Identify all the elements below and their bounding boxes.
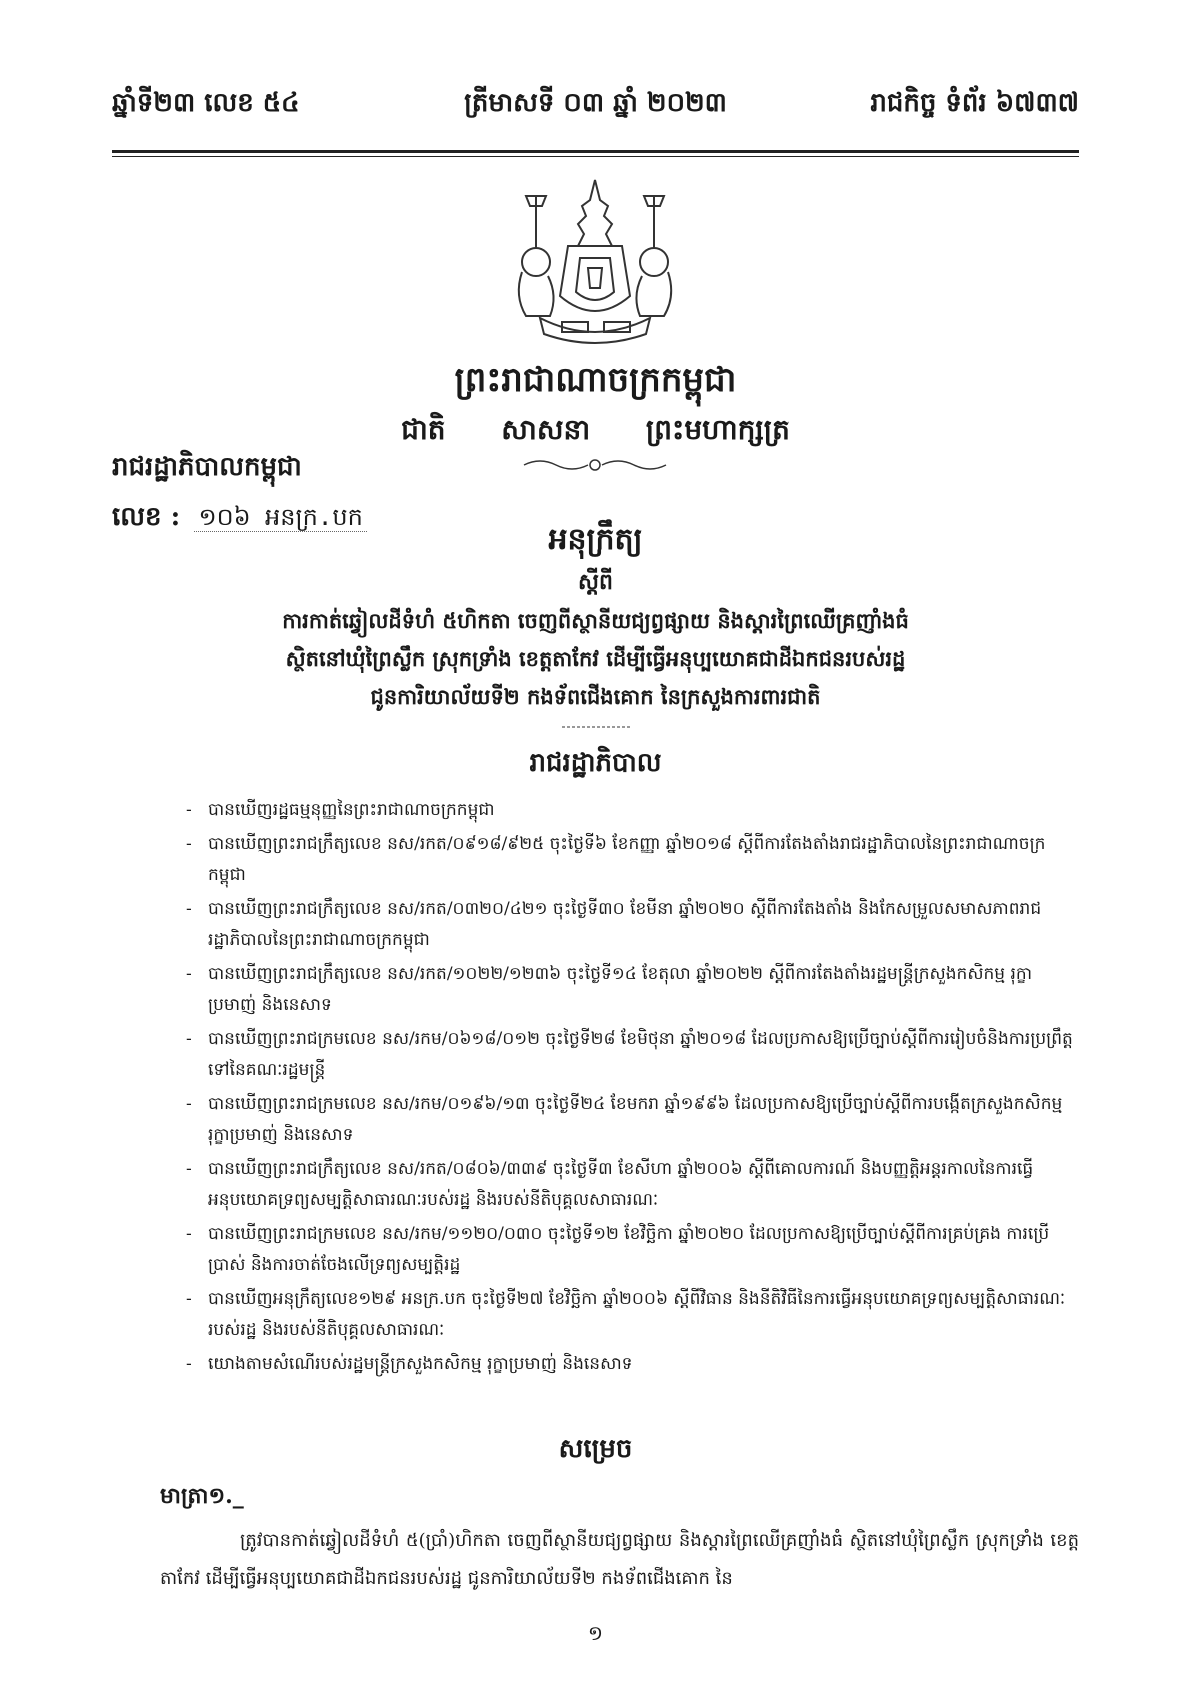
legal-references bbox=[186, 795, 1079, 1383]
reference-item: - បានឃើញព្រះរាជក្រមលេខ នស/រកម/១១២០/០៣០ ចុះថ្ងៃទី១២ ខែវិច្ឆិកា ឆ្នាំ២០២០ ដែលប្រកាសឱ្យប្រើច្បាប់ស្តីពីការគ្រប់គ្រង ការប្រើប្រាស់ និងការចាត់ចែងលើទ្រព្យសម្បត្តិរដ្ឋ bbox=[186, 1219, 1079, 1281]
header-date: ត្រីមាសទី ០៣ ឆ្នាំ ២០២៣ bbox=[464, 88, 727, 118]
article-label: មាត្រា១._ bbox=[160, 1483, 244, 1509]
document-about: ស្តីពី bbox=[578, 569, 613, 595]
reference-item: - បានឃើញរដ្ឋធម្មនុញ្ញនៃព្រះរាជាណាចក្រកម្ពុជា bbox=[186, 795, 1079, 826]
header-year-issue: ឆ្នាំទី២៣ លេខ ៥៤ bbox=[112, 88, 300, 118]
title-line: ការកាត់ឆ្វៀលដីទំហំ ៥ហិកតា ចេញពីស្ថានីយជ្យព្វផ្សាយ និងស្តារព្រៃឈើគ្រញាំងធំ bbox=[282, 608, 909, 633]
reference-item: - បានឃើញព្រះរាជក្រមលេខ នស/រកម/០៦១៨/០១២ ចុះថ្ងៃទី២៨ ខែមិថុនា ឆ្នាំ២០១៨ ដែលប្រកាសឱ្យប្រើច្បាប់ស្តីពីការរៀបចំនិងការប្រព្រឹត្តទៅនៃគណៈរដ្ឋមន្ត្រី bbox=[186, 1024, 1079, 1086]
national-motto bbox=[0, 412, 1191, 453]
decree-number-label: លេខ : bbox=[112, 502, 181, 532]
decision-heading: សម្រេច bbox=[558, 1434, 633, 1464]
title-line: ស្ថិតនៅឃុំព្រៃស្លឹក ស្រុកទ្រាំង ខេត្តតាកែវ ដើម្បីធ្វើអនុប្បយោគជាដីឯកជនរបស់រដ្ឋ bbox=[285, 646, 906, 671]
gazette-header bbox=[112, 86, 1079, 146]
motto-king: ព្រះមហាក្សត្រ bbox=[645, 413, 790, 446]
motto-nation: ជាតិ bbox=[401, 413, 446, 446]
motto-religion: សាសនា bbox=[501, 413, 591, 446]
page-number: ១ bbox=[587, 1621, 604, 1645]
reference-item: - បានឃើញព្រះរាជក្រឹត្យលេខ នស/រកត/០៩១៨/៩២៥ ចុះថ្ងៃទី៦ ខែកញ្ញា ឆ្នាំ២០១៨ ស្តីពីការតែងតាំងរាជរដ្ឋាភិបាលនៃព្រះរាជាណាចក្រកម្ពុជា bbox=[186, 829, 1079, 891]
reference-item: - បានឃើញអនុក្រឹត្យលេខ១២៩ អនក្រ.បក ចុះថ្ងៃទី២៧ ខែវិច្ឆិកា ឆ្នាំ២០០៦ ស្តីពីវិធាន និងនីតិវិធីនៃការធ្វើអនុបយោគទ្រព្យសម្បត្តិសាធារណៈរបស់រដ្ឋ និងរបស់នីតិបុគ្គលសាធារណៈ bbox=[186, 1284, 1079, 1346]
decree-number-value: ១០៦ អនក្រ.បក bbox=[194, 503, 366, 532]
header-gazette-page: រាជកិច្ច ទំព័រ ៦៧៣៧ bbox=[870, 88, 1079, 118]
reference-item: - បានឃើញព្រះរាជក្រឹត្យលេខ នស/រកត/០៨០៦/៣៣៩ ចុះថ្ងៃទី៣ ខែសីហា ឆ្នាំ២០០៦ ស្តីពីគោលការណ៍ និងបញ្ញត្តិអន្តរកាលនៃការធ្វើអនុបយោគទ្រព្យសម្បត្តិសាធារណៈរបស់រដ្ឋ និងរបស់នីតិបុគ្គលសាធារណៈ bbox=[186, 1154, 1079, 1216]
royal-emblem-icon bbox=[500, 176, 690, 346]
reference-item: - យោងតាមសំណើរបស់រដ្ឋមន្ត្រីក្រសួងកសិកម្ម រុក្ខាប្រមាញ់ និងនេសាទ bbox=[186, 1349, 1079, 1380]
kingdom-name: ព្រះរាជាណាចក្រកម្ពុជា bbox=[454, 360, 737, 400]
small-divider-icon bbox=[560, 722, 632, 732]
government-heading: រាជរដ្ឋាភិបាល bbox=[529, 748, 662, 778]
reference-item: - បានឃើញព្រះរាជក្រឹត្យលេខ នស/រកត/០៣២០/៤២១ ចុះថ្ងៃទី៣០ ខែមីនា ឆ្នាំ២០២០ ស្តីពីការតែងតាំង និងកែសម្រួលសមាសភាពរាជរដ្ឋាភិបាលនៃព្រះរាជាណាចក្រកម្ពុជា bbox=[186, 894, 1079, 956]
header-rule bbox=[112, 150, 1079, 157]
ornament-divider-icon bbox=[520, 457, 670, 473]
reference-item: - បានឃើញព្រះរាជក្រឹត្យលេខ នស/រកត/១០២២/១២៣៦ ចុះថ្ងៃទី១៤ ខែតុលា ឆ្នាំ២០២២ ស្តីពីការតែងតាំងរដ្ឋមន្ត្រីក្រសួងកសិកម្ម រុក្ខាប្រមាញ់ និងនេសាទ bbox=[186, 959, 1079, 1021]
document-title bbox=[120, 602, 1071, 716]
document-type: អនុក្រឹត្យ bbox=[548, 522, 643, 557]
reference-item: - បានឃើញព្រះរាជក្រមលេខ នស/រកម/០១៩៦/១៣ ចុះថ្ងៃទី២៤ ខែមករា ឆ្នាំ១៩៩៦ ដែលប្រកាសឱ្យប្រើច្បាប់ស្តីពីការបង្កើតក្រសួងកសិកម្ម រុក្ខាប្រមាញ់ និងនេសាទ bbox=[186, 1089, 1079, 1151]
issuing-government: រាជរដ្ឋាភិបាលកម្ពុជា bbox=[112, 452, 302, 482]
article-body: ត្រូវបានកាត់ឆ្វៀលដីទំហំ ៥(ប្រាំ)ហិកតា ចេញពីស្ថានីយជ្យព្វផ្សាយ និងស្តារព្រៃឈើគ្រញាំងធំ ស្ថិតនៅឃុំព្រៃស្លឹក ស្រុកទ្រាំង ខេត្តតាកែវ ដើម្បីធ្វើអនុប្បយោគជាដីឯកជនរបស់រដ្ឋ ជូនការិយាល័យទី២ កងទ័ពជើងគោក នៃ bbox=[160, 1530, 1079, 1589]
title-line: ជូនការិយាល័យទី២ កងទ័ពជើងគោក នៃក្រសួងការពារជាតិ bbox=[370, 684, 821, 709]
